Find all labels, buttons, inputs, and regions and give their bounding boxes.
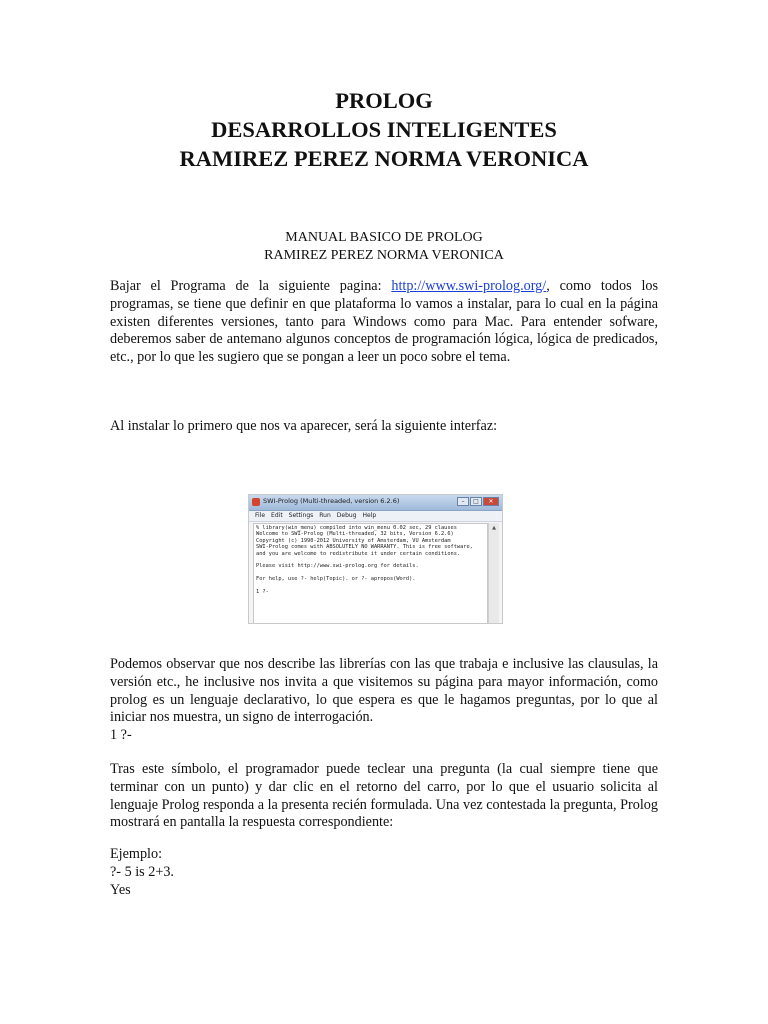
subtitle-line-2: RAMIREZ PEREZ NORMA VERONICA	[264, 247, 504, 263]
maximize-icon: □	[470, 497, 482, 506]
menu-settings: Settings	[288, 512, 314, 519]
subtitle-line-1: MANUAL BASICO DE PROLOG	[285, 230, 483, 245]
console-line: and you are welcome to redistribute it under certain conditions.	[256, 550, 461, 557]
menu-help: Help	[362, 512, 377, 519]
menu-edit: Edit	[271, 512, 283, 519]
console-line: SWI-Prolog comes with ABSOLUTELY NO WARRANTY. This is free software,	[256, 544, 473, 551]
window-title: SWI-Prolog (Multi-threaded, version 6.2.6)	[263, 497, 400, 505]
menu-debug: Debug	[336, 512, 357, 519]
console-line: Welcome to SWI-Prolog (Multi-threaded, 32 bits, Version 6.2.6)	[256, 531, 454, 538]
console-line: Copyright (c) 1990-2012 University of Amsterdam, VU Amsterdam	[256, 537, 451, 544]
swi-prolog-link[interactable]: http://www.swi-prolog.org/	[391, 278, 547, 294]
intro-text-before-link: Bajar el Programa de la siguiente pagina:	[110, 278, 392, 294]
console-line: For help, use ?- help(Topic). or ?- apropos(Word).	[256, 576, 416, 583]
console-prompt: 1 ?-	[256, 589, 269, 596]
minimize-icon: –	[457, 497, 469, 506]
install-paragraph: Al instalar lo primero que nos va aparecer, será la siguiente interfaz:	[110, 418, 498, 434]
title-line-2: DESARROLLOS INTELIGENTES	[211, 117, 557, 142]
intro-paragraph	[110, 278, 658, 367]
title-line-1: PROLOG	[335, 88, 433, 113]
swi-prolog-app-icon	[252, 498, 260, 506]
window-controls	[457, 497, 499, 506]
console-line: Please visit http://www.swi-prolog.org for details.	[256, 563, 419, 570]
observe-paragraph: Podemos observar que nos describe las librerías con las que trabaja e inclusive las clausulas, la versión etc., he inclusive nos invita a que visitemos su página para mayor información, como prolog es un lenguaje declarativo, lo que espera es que le hagamos preguntas, por lo que al iniciar nos muestra, un signo de interrogación.	[110, 656, 658, 726]
example-answer: Yes	[110, 882, 131, 898]
swi-prolog-window-screenshot	[248, 494, 503, 624]
close-icon: ✕	[483, 497, 499, 506]
window-menubar	[249, 511, 502, 522]
window-titlebar	[249, 495, 502, 511]
example-query: ?- 5 is 2+3.	[110, 864, 174, 880]
example-label: Ejemplo:	[110, 846, 163, 862]
scroll-up-arrow-icon: ▲	[492, 525, 496, 531]
prompt-line: 1 ?-	[110, 727, 132, 743]
menu-run: Run	[319, 512, 331, 519]
prolog-console	[253, 523, 488, 623]
intro-text-after-link: , como todos los programas, se tiene que definir en que plataforma lo vamos a instalar, para lo cual en la página existen diferentes versiones, tanto para Windows como para Mac. Para entender sofware, deberemos saber de antemano algunos conceptos de programación lógica, lógica de predicados, etc., por lo que les sugiero que se pongan a leer un poco sobre el tema.	[110, 278, 659, 366]
console-scrollbar	[488, 523, 499, 623]
after-symbol-paragraph: Tras este símbolo, el programador puede teclear una pregunta (la cual siempre tiene que terminar con un punto) y dar clic en el retorno del carro, por lo que el usuario solicita al lenguaje Prolog responda a la presenta recién formulada. Una vez contestada la pregunta, Prolog mostrará en pantalla la respuesta correspondiente:	[110, 761, 658, 831]
document-title	[0, 86, 768, 173]
document-subtitle	[0, 229, 768, 264]
menu-file: File	[255, 512, 266, 519]
title-line-3: RAMIREZ PEREZ NORMA VERONICA	[179, 146, 589, 171]
console-line: % library(win_menu) compiled into win_menu 0.02 sec, 29 clauses	[256, 525, 457, 531]
